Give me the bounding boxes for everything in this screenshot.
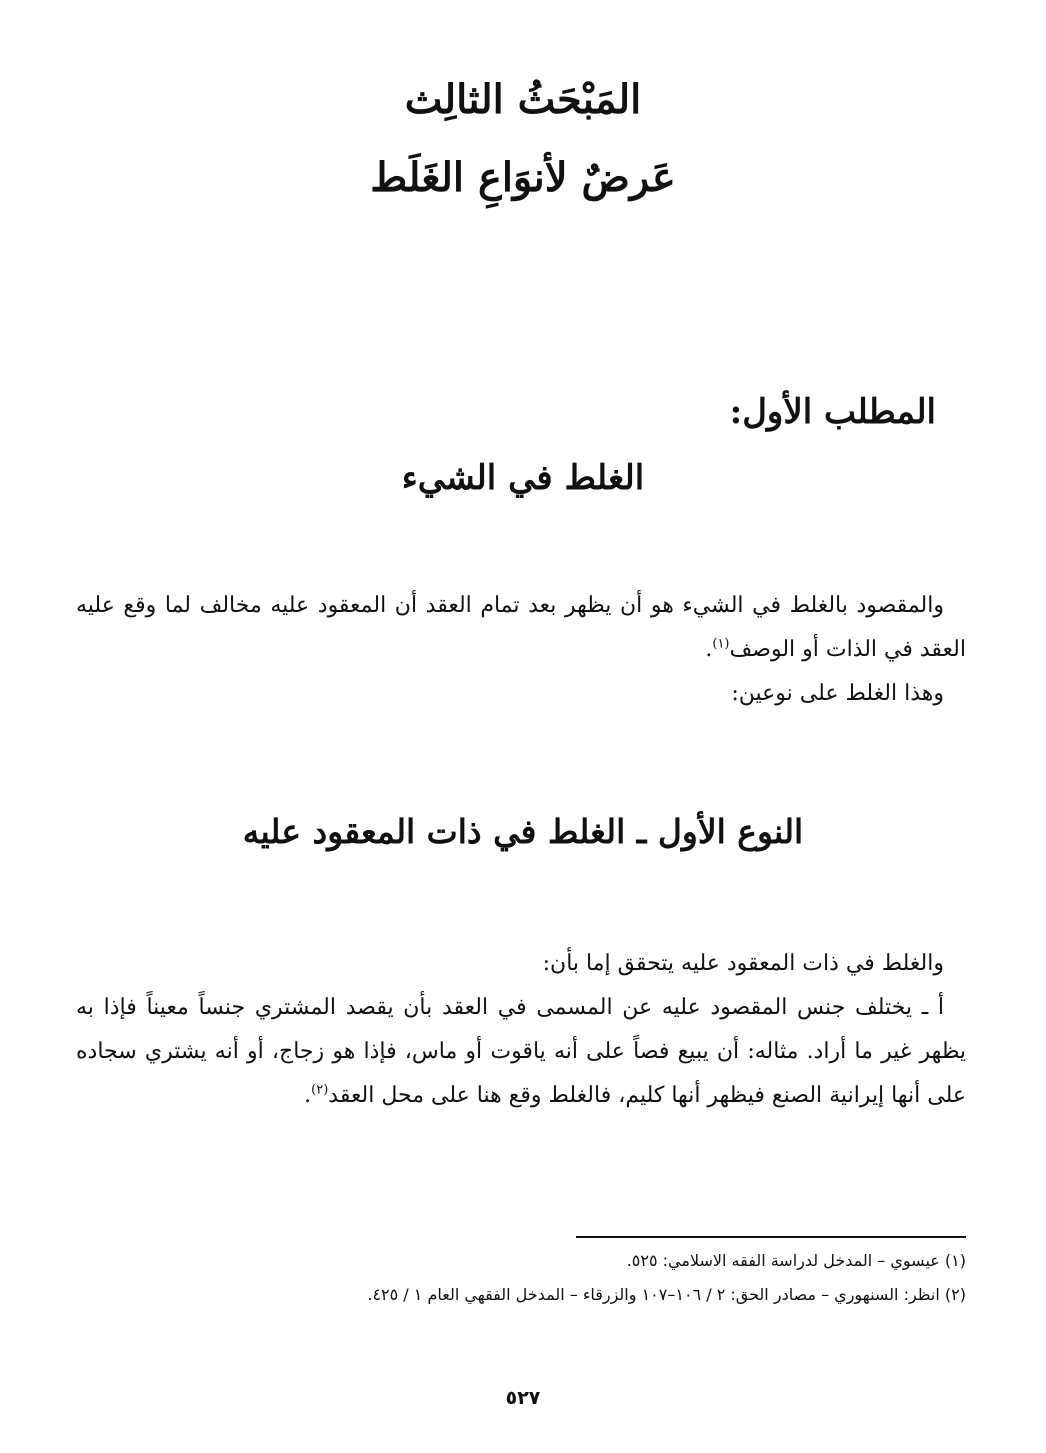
section-heading: المطلب الأول:: [729, 392, 936, 432]
footnote-ref-1: (١): [712, 636, 730, 652]
intro-block: [76, 584, 966, 716]
intro-paragraph-text: والمقصود بالغلط في الشيء هو أن يظهر بعد تمام العقد أن المعقود عليه مخالف لما وقع عليه العقد في الذات أو الوصف: [76, 593, 966, 662]
chapter-title-line1: المَبْحَثُ الثالِث: [404, 76, 642, 123]
type1-paragraph-a-text: أ ـ يختلف جنس المقصود عليه عن المسمى في العقد بأن يقصد المشتري جنساً معيناً فإذا به يظهر غير ما أراد. مثاله: أن يبيع فصاً على أنه ياقوت أو ماس، فإذا هو زجاج، أو أنه يشتري سجاده على أنها إيرانية الصنع فيظهر أنها كليم، فالغلط وقع هنا على محل العقد: [76, 995, 966, 1108]
type1-paragraph-a: [76, 986, 966, 1118]
intro-paragraph-end: .: [705, 637, 713, 662]
footnote-1: (١) عيسوي – المدخل لدراسة الفقه الاسلامي: ٥٢٥.: [626, 1251, 966, 1270]
chapter-title-line2: عَرضٌ لأنوَاعِ الغَلَط: [370, 154, 676, 201]
section-subheading: الغلط في الشيء: [401, 458, 645, 498]
type1-block: [76, 942, 966, 1118]
footnote-ref-2: (٢): [311, 1082, 329, 1098]
intro-line2: وهذا الغلط على نوعين:: [731, 681, 944, 706]
intro-paragraph: [76, 584, 966, 672]
page-number: ٥٢٧: [505, 1387, 541, 1409]
type1-line1: والغلط في ذات المعقود عليه يتحقق إما بأن:: [542, 951, 944, 976]
footnote-2: (٢) انظر: السنهوري – مصادر الحق: ٢ / ١٠٦–١٠٧ والزرقاء – المدخل الفقهي العام ١ / ٤٢٥.: [367, 1285, 966, 1304]
type1-paragraph-a-end: .: [304, 1083, 312, 1108]
type1-heading: النوع الأول ـ الغلط في ذات المعقود عليه: [242, 812, 804, 851]
footnote-divider: [576, 1236, 966, 1238]
footnotes: [76, 1244, 966, 1312]
